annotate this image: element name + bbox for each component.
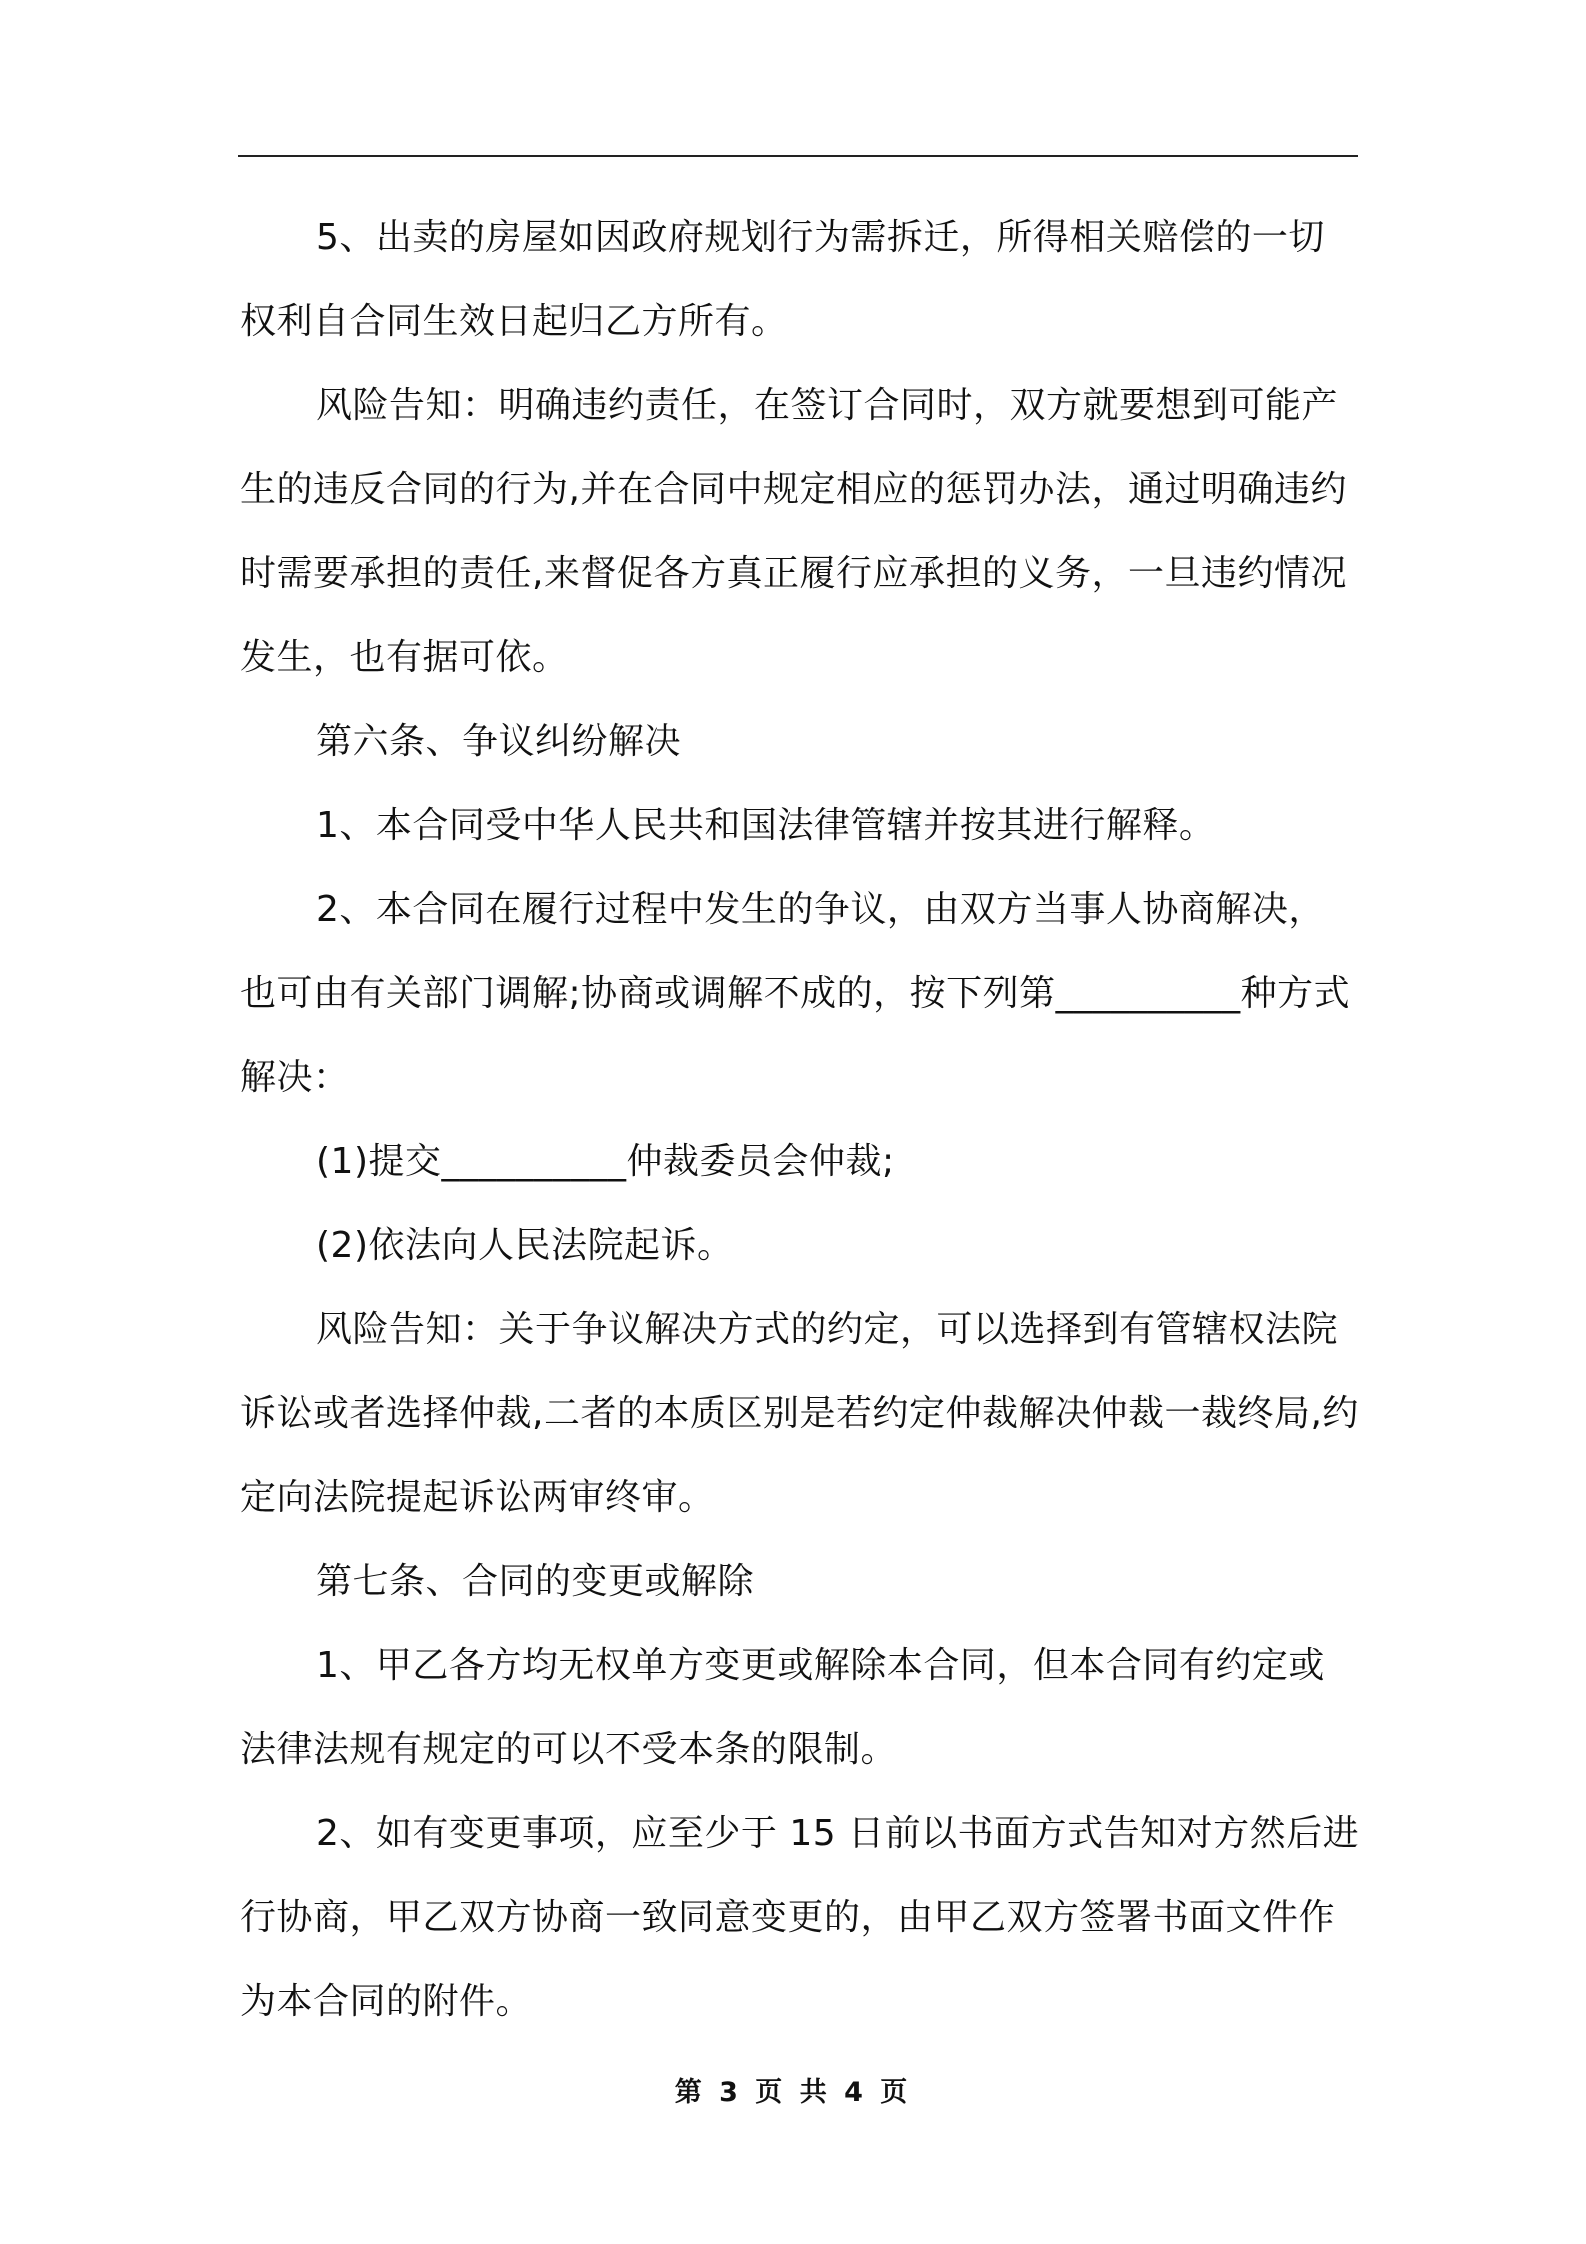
paragraph-dispute-resolution: 2、本合同在履行过程中发生的争议，由双方当事人协商解决，也可由有关部门调解;协商或调解不成的，按下列第__________种方式解决： (240, 889, 1351, 1098)
section-heading-article-7: 第七条、合同的变更或解除 (316, 1561, 755, 1602)
paragraph-option-arbitration: (1)提交__________仲裁委员会仲裁; (316, 1141, 895, 1182)
paragraph-change-procedure: 2、如有变更事项，应至少于 15 日前以书面方式告知对方然后进行协商，甲乙双方协商一致同意变更的，由甲乙双方签署书面文件作为本合同的附件。 (240, 1813, 1360, 2022)
paragraph-risk-notice-breach: 风险告知：明确违约责任，在签订合同时，双方就要想到可能产生的违反合同的行为,并在合同中规定相应的惩罚办法，通过明确违约时需要承担的责任,来督促各方真正履行应承担的义务，一旦违约情况发生，也有据可依。 (240, 385, 1347, 678)
paragraph-governing-law: 1、本合同受中华人民共和国法律管辖并按其进行解释。 (316, 805, 1216, 846)
document-body (240, 196, 1360, 2044)
page-number: 第 3 页 共 4 页 (674, 2077, 912, 2108)
section-heading-article-6: 第六条、争议纠纷解决 (316, 721, 682, 762)
paragraph-item-5-compensation: 5、出卖的房屋如因政府规划行为需拆迁，所得相关赔偿的一切权利自合同生效日起归乙方所有。 (240, 217, 1325, 342)
paragraph-no-unilateral-change: 1、甲乙各方均无权单方变更或解除本合同，但本合同有约定或法律法规有规定的可以不受本条的限制。 (240, 1645, 1325, 1770)
paragraph-risk-notice-dispute: 风险告知：关于争议解决方式的约定，可以选择到有管辖权法院诉讼或者选择仲裁,二者的本质区别是若约定仲裁解决仲裁一裁终局,约定向法院提起诉讼两审终审。 (240, 1309, 1359, 1518)
header-rule (238, 155, 1358, 157)
paragraph-option-litigation: (2)依法向人民法院起诉。 (316, 1225, 734, 1266)
